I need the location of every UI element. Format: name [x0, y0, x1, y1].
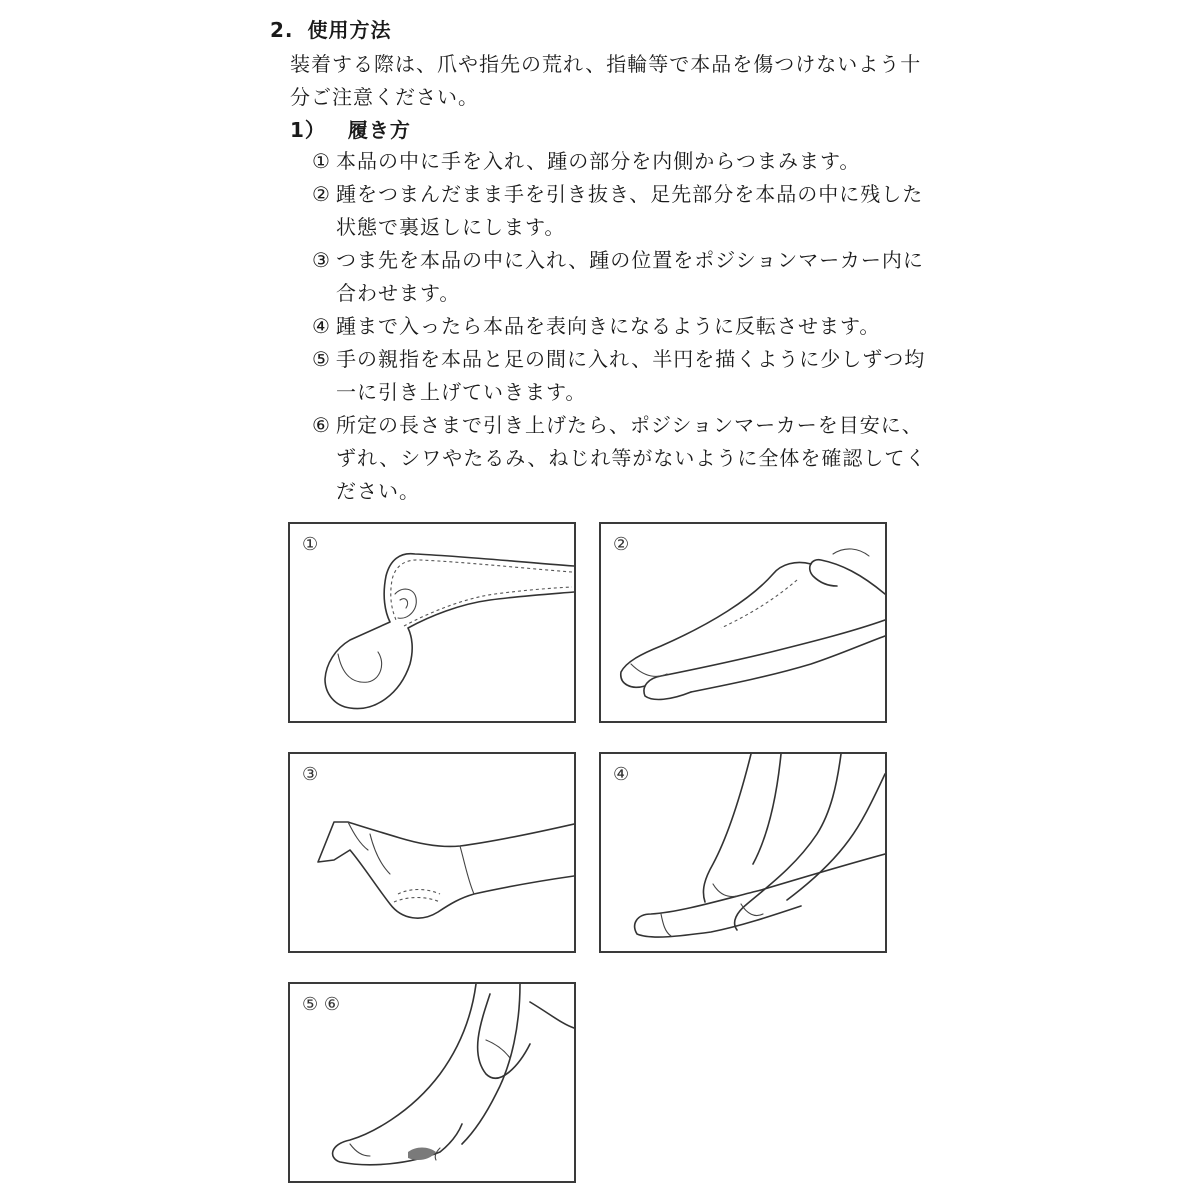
- step-mark: ④: [312, 314, 331, 338]
- step-text: 所定の長さまで引き上げたら、ポジションマーカーを目安に、ずれ、シワやたるみ、ねじれ等がないように全体を確認してください。: [336, 413, 927, 503]
- stocking-inverted-icon: [601, 524, 885, 721]
- subsection-title-text: 履き方: [347, 118, 411, 142]
- step-text: つま先を本品の中に入れ、踵の位置をポジションマーカー内に合わせます。: [336, 248, 924, 305]
- toe-inserted-icon: [290, 754, 574, 951]
- section-number: 2.: [270, 18, 294, 42]
- figure-label: ④: [613, 764, 630, 785]
- figure-label: ⑤ ⑥: [302, 994, 340, 1015]
- step-mark: ⑤: [312, 347, 331, 371]
- stocking-pulled-up-icon: [290, 984, 574, 1181]
- figure-1: [288, 522, 576, 723]
- subsection-title: [290, 114, 411, 147]
- step-mark: ③: [312, 248, 331, 272]
- step-item: [312, 310, 937, 343]
- intro-paragraph: 装着する際は、爪や指先の荒れ、指輪等で本品を傷つけないよう十分ご注意ください。: [290, 52, 922, 109]
- step-item: [312, 178, 937, 244]
- step-item: [312, 244, 937, 310]
- step-item: [312, 145, 937, 178]
- step-text: 踵まで入ったら本品を表向きになるように反転させます。: [336, 314, 881, 338]
- step-item: [312, 343, 937, 409]
- step-text: 踵をつまんだまま手を引き抜き、足先部分を本品の中に残した状態で裏返しにします。: [336, 182, 924, 239]
- stocking-turned-icon: [601, 754, 885, 951]
- figure-2: [599, 522, 887, 723]
- step-mark: ⑥: [312, 413, 331, 437]
- figure-4: [599, 752, 887, 953]
- subsection-number: 1）: [290, 118, 326, 142]
- figure-label: ③: [302, 764, 319, 785]
- figure-3: [288, 752, 576, 953]
- step-text: 手の親指を本品と足の間に入れ、半円を描くように少しずつ均一に引き上げていきます。: [336, 347, 926, 404]
- figure-5-6: [288, 982, 576, 1183]
- step-mark: ②: [312, 182, 331, 206]
- figure-label: ②: [613, 534, 630, 555]
- section-title: [270, 14, 392, 43]
- section-title-text: 使用方法: [307, 18, 392, 42]
- step-item: [312, 409, 937, 508]
- step-mark: ①: [312, 149, 331, 173]
- step-text: 本品の中に手を入れ、踵の部分を内側からつまみます。: [336, 149, 861, 173]
- figure-label: ①: [302, 534, 319, 555]
- stocking-hand-inside-icon: [290, 524, 574, 721]
- step-list: [312, 145, 937, 508]
